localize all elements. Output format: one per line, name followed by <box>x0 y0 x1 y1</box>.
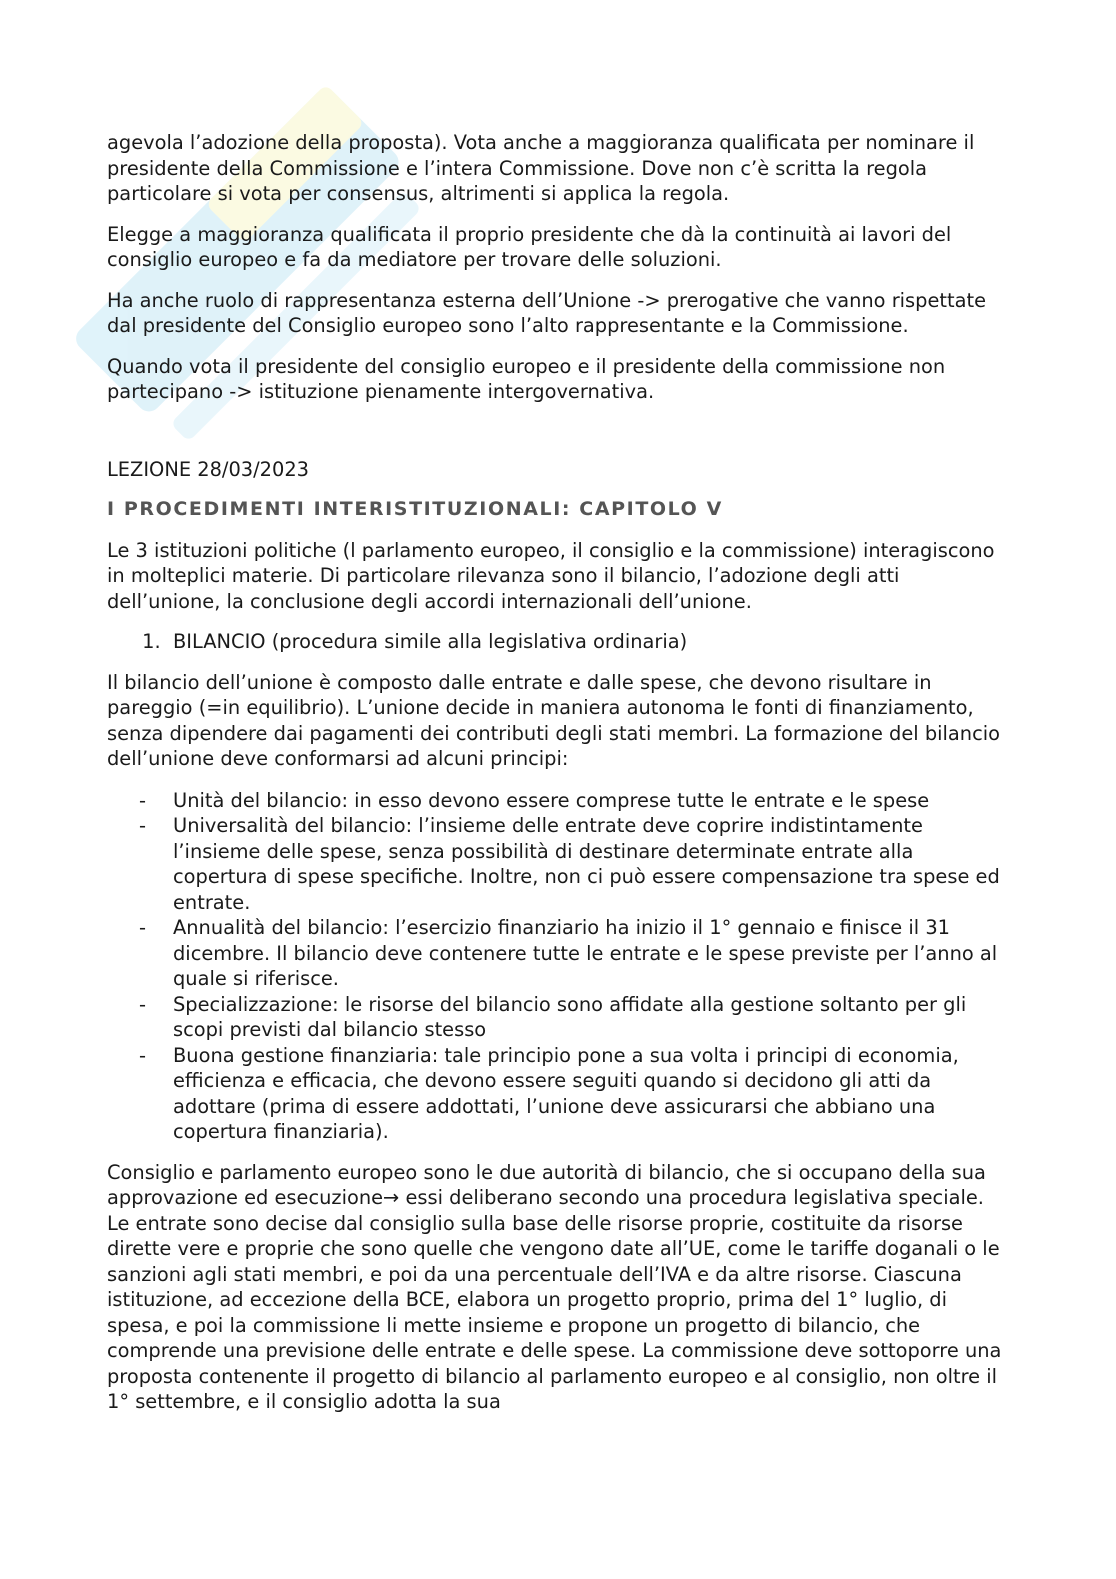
bullet-dash: - <box>139 814 146 837</box>
list-item-text: BILANCIO (procedura simile alla legislativa ordinaria) <box>173 630 688 653</box>
principle-text: Specializzazione: le risorse del bilancio sono affidate alla gestione soltanto per gli scopi previsti dal bilancio stesso <box>173 992 967 1041</box>
numbered-list-item <box>107 629 1007 655</box>
list-item <box>107 915 1007 992</box>
principle-text: Unità del bilancio: in esso devono essere comprese tutte le entrate e le spese <box>173 788 930 812</box>
list-number: 1. <box>142 630 161 653</box>
principles-list <box>107 788 1007 1145</box>
list-item <box>107 992 1007 1043</box>
paragraph-budget-authorities <box>107 1160 1007 1415</box>
paragraph-external-representation: Ha anche ruolo di rappresentanza esterna dell’Unione -> prerogative che vanno rispettate dal presidente del Consiglio europeo sono l’alto rappresentante e la Commissione. <box>107 288 987 337</box>
list-item <box>107 813 1007 915</box>
paragraph-president-election: Elegge a maggioranza qualificata il proprio presidente che dà la continuità ai lavori del consiglio europeo e fa da mediatore per trovare delle soluzioni. <box>107 222 952 271</box>
paragraph-intro: Le 3 istituzioni politiche (l parlamento europeo, il consiglio e la commissione) interagiscono in molteplici materie. Di particolare rilevanza sono il bilancio, l’adozione degli atti dell’unione, la conclusione degli accordi internazionali dell’unione. <box>107 538 995 613</box>
list-item <box>107 1043 1007 1145</box>
list-item <box>107 788 1007 814</box>
bullet-dash: - <box>139 788 146 812</box>
paragraph-budget: Il bilancio dell’unione è composto dalle entrate e dalle spese, che devono risultare in pareggio (=in equilibrio). L’unione decide in maniera autonoma le fonti di finanziamento, senza dipendere dai pagamenti dei contributi degli stati membri. La formazione del bilancio dell’unione deve conformarsi ad alcuni principi: <box>107 670 1000 770</box>
paragraph-intergovernmental: Quando vota il presidente del consiglio europeo e il presidente della commissione non partecipano -> istituzione pienamente intergovernativa. <box>107 354 946 403</box>
document-page <box>107 130 1007 1430</box>
authorities-text-rest: essi deliberano secondo una procedura legislativa speciale. Le entrate sono decise dal consiglio sulla base delle risorse proprie, costituite da risorse dirette vere e proprie che sono quelle che vengono date all’UE, come le tariffe doganali o le sanzioni agli stati membri, e poi da una percentuale dell’IVA e da altre risorse. Ciascuna istituzione, ad eccezione della BCE, elabora un progetto proprio, prima del 1° luglio, di spesa, e poi la commissione li mette insieme e propone un progetto di bilancio, che comprende una previsione delle entrate e delle spese. La commissione deve sottoporre una proposta contenente il progetto di bilancio al parlamento europeo e al consiglio, non oltre il 1° settembre, e il consiglio adotta la sua <box>107 1186 1002 1413</box>
authorities-text-start: Consiglio e parlamento europeo sono le due autorità di bilancio, che si occupano della sua approvazione ed esecuzione <box>107 1160 986 1209</box>
bullet-dash: - <box>139 992 146 1016</box>
bullet-dash: - <box>139 916 146 939</box>
lesson-date-heading: LEZIONE 28/03/2023 <box>107 457 310 481</box>
chapter-title: I PROCEDIMENTI INTERISTITUZIONALI: CAPITOLO V <box>107 498 723 520</box>
bullet-dash: - <box>139 1043 146 1067</box>
principle-text: Annualità del bilancio: l’esercizio finanziario ha inizio il 1° gennaio e finisce il 31 dicembre. Il bilancio deve contenere tutte le entrate e le spese previste per l’anno al quale si riferisce. <box>173 916 998 990</box>
principle-text: Universalità del bilancio: l’insieme delle entrate deve coprire indistintamente l’insieme delle spese, senza possibilità di destinare determinate entrate alla copertura di spese specifiche. Inoltre, non ci può essere compensazione tra spese ed entrate. <box>173 814 1000 914</box>
principle-text: Buona gestione finanziaria: tale principio pone a sua volta i principi di economia, efficienza e efficacia, che devono essere seguiti quando si decidono gli atti da adottare (prima di essere addottati, l’unione deve assicurarsi che abbiano una copertura finanziaria). <box>173 1043 959 1143</box>
arrow-icon: → <box>383 1186 400 1209</box>
paragraph-voting-rules: agevola l’adozione della proposta). Vota anche a maggioranza qualificata per nominare il presidente della Commissione e l’intera Commissione. Dove non c’è scritta la regola particolare si vota per consensus, altrimenti si applica la regola. <box>107 131 975 205</box>
